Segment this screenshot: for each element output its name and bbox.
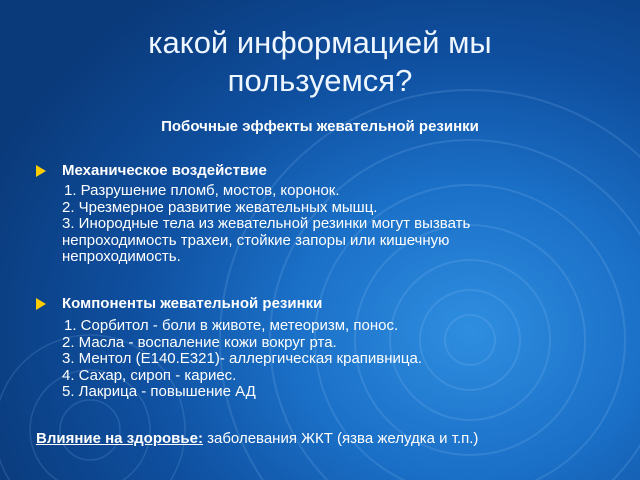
list-item: 5. Лакрица - повышение АД <box>62 383 256 400</box>
bullet-arrow-icon <box>36 165 46 177</box>
list-item: 4. Сахар, сироп - кариес. <box>62 366 237 384</box>
section-list-components <box>62 318 582 401</box>
slide-subtitle: Побочные эффекты жевательной резинки <box>161 118 479 135</box>
health-impact-label: Влияние на здоровье: <box>36 430 203 447</box>
slide-title <box>0 24 640 100</box>
title-line-1: какой информацией мы <box>148 25 492 60</box>
list-item: непроходимость трахеи, стойкие запоры или кишечную <box>62 231 450 249</box>
list-item: 3. Инородные тела из жевательной резинки могут вызвать <box>62 215 471 232</box>
bullet-arrow-icon <box>36 298 46 310</box>
list-item: непроходимость. <box>62 248 181 265</box>
health-impact-line <box>36 430 478 447</box>
list-item: 2. Чрезмерное развитие жевательных мышц. <box>62 198 378 216</box>
health-impact-text: заболевания ЖКТ (язва желудка и т.п.) <box>202 430 479 447</box>
list-item: 1. Разрушение пломб, мостов, коронок. <box>64 182 340 199</box>
list-item: 3. Ментол (E140.E321)- аллергическая крапивница. <box>62 350 423 367</box>
list-item: 1. Сорбитол - боли в животе, метеоризм, понос. <box>64 317 399 334</box>
title-line-2: пользуемся? <box>227 63 413 98</box>
section-list-mechanical <box>62 183 582 266</box>
list-item: 2. Масла - воспаление кожи вокруг рта. <box>62 333 337 351</box>
section-heading-label: Компоненты жевательной резинки <box>62 295 323 312</box>
section-heading-label: Механическое воздействие <box>62 162 267 179</box>
